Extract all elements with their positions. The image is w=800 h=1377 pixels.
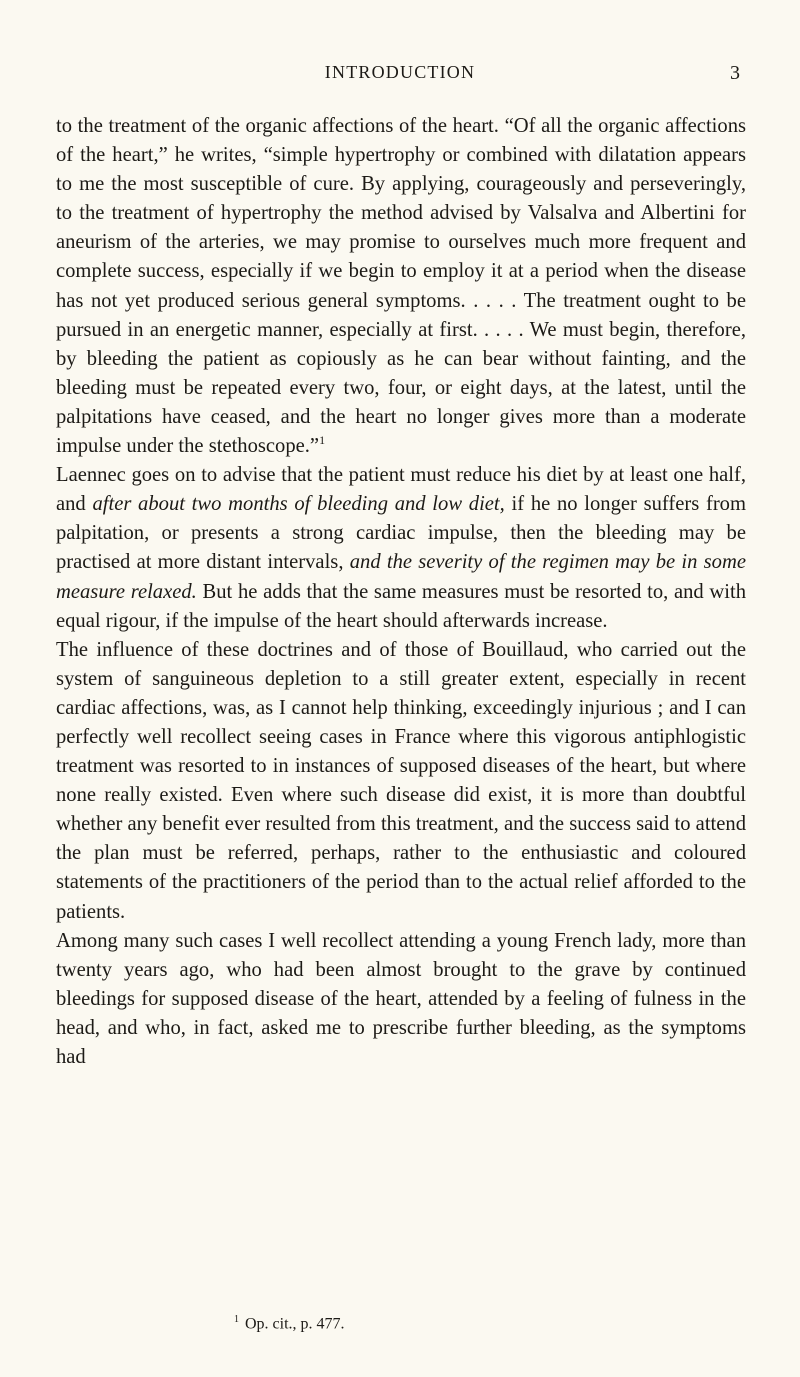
body-text <box>56 112 746 1072</box>
paragraph-2-italic-b: and the severity of the regimen may be in some measure relaxed. <box>56 551 746 603</box>
paragraph-3: The influence of these doctrines and of those of Bouillaud, who carried out the system of sanguineous depletion to a still greater extent, especially in recent cardiac affections, was, as I cannot help thinking, exceedingly injurious ; and I can perfectly well recollect seeing cases in France where this vigorous antiphlogistic treatment was resorted to in instances of supposed diseases of the heart, but where none really existed. Even where such disease did exist, it is more than doubtful whether any benefit ever resulted from this treatment, and the success said to attend the plan must be referred, perhaps, rather to the enthusiastic and coloured statements of the practitioners of the period than to the actual relief afforded to the patients. <box>56 638 746 923</box>
paragraph-1-text: to the treatment of the organic affections of the heart. “Of all the organic affections of the heart,” he writes, “simple hypertrophy or combined with dilatation appears to me the most susceptible of cure. By applying, courageously and perseveringly, to the treatment of hypertrophy the method advised by Valsalva and Albertini for aneurism of the arteries, we may promise to ourselves much more frequent and complete success, especially if we begin to employ it at a period when the disease has not yet produced serious general symptoms. . . . . The treatment ought to be pursued in an energetic manner, especially at first. . . . . We must begin, therefore, by bleeding the patient as copiously as he can bear without fainting, and the bleeding must be repeated every two, four, or eight days, at the latest, until the palpitations have ceased, and the heart no longer gives more than a moderate impulse under the stethoscope.” <box>56 115 746 458</box>
paragraph-1 <box>56 112 746 461</box>
running-title: INTRODUCTION <box>324 62 476 82</box>
footnote-text: Op. cit., p. 477. <box>245 1315 345 1333</box>
paragraph-2-text-b: if he no longer suffers from palpitation, or presents a strong cardiac impulse, then the bleeding may be practised at more distant intervals, <box>56 493 746 574</box>
paragraph-2-text-a: Laennec goes on to advise that the patient must reduce his diet by at least one half, and <box>56 464 746 516</box>
footnote <box>56 1314 746 1333</box>
page-number: 3 <box>730 62 740 84</box>
footnote-reference: 1 <box>319 433 326 448</box>
paragraph-2 <box>56 461 746 636</box>
footnote-marker: 1 <box>234 1314 239 1325</box>
paragraph-2-text-c: But he adds that the same measures must be resorted to, and with equal rigour, if the impulse of the heart should afterwards increase. <box>56 580 746 632</box>
paragraph-4: Among many such cases I well recollect attending a young French lady, more than twenty years ago, who had been almost brought to the grave by continued bleedings for supposed disease of the heart, attended by a feeling of fulness in the head, and who, in fact, asked me to prescribe further bleeding, as the symptoms had <box>56 929 746 1068</box>
running-head <box>56 62 744 92</box>
paragraph-2-italic-a: after about two months of bleeding and low diet, <box>92 493 505 516</box>
